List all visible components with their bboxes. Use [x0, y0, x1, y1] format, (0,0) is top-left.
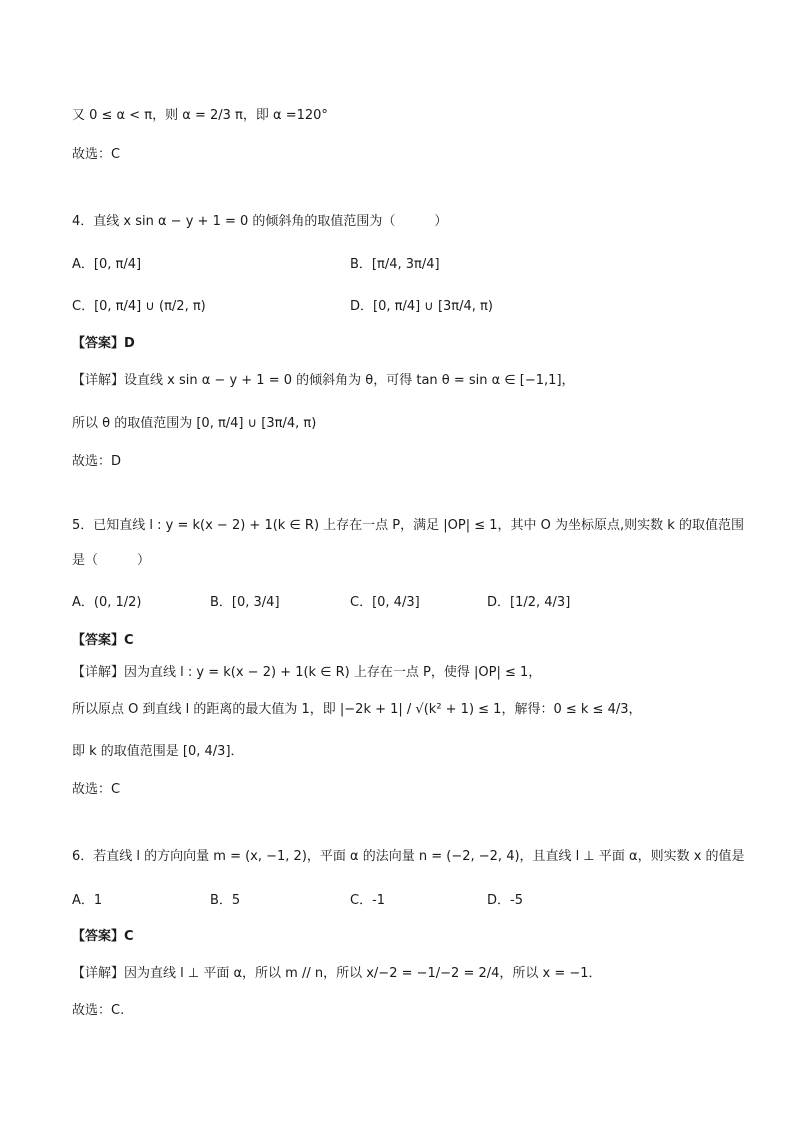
question-5-choice: 故选：C: [72, 782, 121, 797]
question-6-option-b: B．5: [210, 893, 241, 908]
answer-choice-line: 故选：C: [72, 147, 121, 162]
question-6-option-d: D．-5: [487, 893, 523, 908]
question-5-explanation-1: 【详解】因为直线 l : y = k(x − 2) + 1(k ∈ R) 上存在一点 P，使得 |OP| ≤ 1，: [72, 665, 542, 680]
question-6-choice: 故选：C.: [72, 1003, 125, 1018]
question-5-stem-line-2: 是（ ）: [72, 553, 151, 568]
question-6-stem: 6．若直线 l 的方向向量 m = (x, −1, 2)，平面 α 的法向量 n = (−2, −2, 4)，且直线 l ⊥ 平面 α，则实数 x 的值是: [72, 849, 745, 864]
question-4-explanation-2: 所以 θ 的取值范围为 [0, π/4] ∪ [3π/4, π): [72, 416, 317, 431]
question-5-option-d: D．[1/2, 4/3]: [487, 595, 571, 610]
question-4-option-b: B．[π/4, 3π/4]: [350, 257, 440, 272]
question-6-option-a: A．1: [72, 893, 103, 908]
question-4-choice: 故选：D: [72, 454, 122, 469]
question-5-explanation-2: 所以原点 O 到直线 l 的距离的最大值为 1，即 |−2k + 1| / √(k² + 1) ≤ 1，解得：0 ≤ k ≤ 4/3，: [72, 702, 642, 717]
question-4-answer: 【答案】D: [72, 336, 135, 351]
question-6-explanation: 【详解】因为直线 l ⊥ 平面 α，所以 m // n，所以 x/−2 = −1/−2 = 2/4，所以 x = −1．: [72, 966, 602, 981]
question-4-explanation-1: 【详解】设直线 x sin α − y + 1 = 0 的倾斜角为 θ，可得 tan θ = sin α ∈ [−1,1]，: [72, 373, 575, 388]
question-6-answer: 【答案】C: [72, 929, 134, 944]
question-6-option-c: C．-1: [350, 893, 386, 908]
question-5-option-c: C．[0, 4/3]: [350, 595, 420, 610]
question-5-option-b: B．[0, 3/4]: [210, 595, 280, 610]
solution-text-line: 又 0 ≤ α < π，则 α = 2/3 π，即 α =120°: [72, 108, 328, 123]
question-4-option-c: C．[0, π/4] ∪ (π/2, π): [72, 299, 206, 314]
question-4-option-d: D．[0, π/4] ∪ [3π/4, π): [350, 299, 493, 314]
question-5-explanation-3: 即 k 的取值范围是 [0, 4/3]．: [72, 744, 244, 759]
question-5-answer: 【答案】C: [72, 633, 134, 648]
question-5-stem-line-1: 5．已知直线 l : y = k(x − 2) + 1(k ∈ R) 上存在一点 P，满足 |OP| ≤ 1，其中 O 为坐标原点,则实数 k 的取值范围: [72, 518, 744, 533]
question-5-option-a: A．(0, 1/2): [72, 595, 142, 610]
question-4-option-a: A．[0, π/4]: [72, 257, 142, 272]
question-4-stem: 4．直线 x sin α − y + 1 = 0 的倾斜角的取值范围为（ ）: [72, 214, 448, 229]
